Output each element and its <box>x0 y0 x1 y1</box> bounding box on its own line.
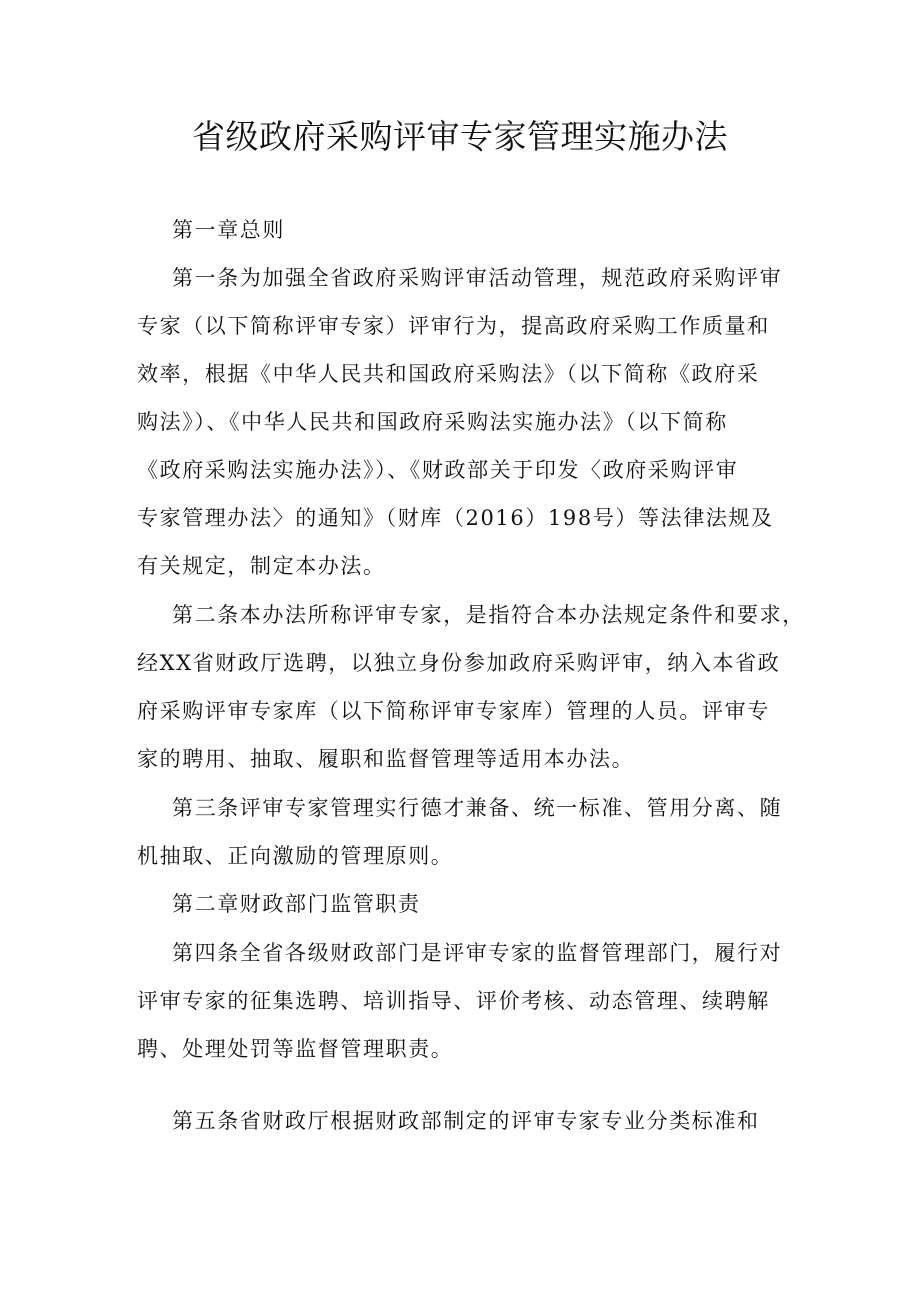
paragraph-line: 效率，根据《中华人民共和国政府采购法》（以下简称《政府采 <box>137 362 760 386</box>
chapter-heading: 第二章财政部门监管职责 <box>172 892 421 916</box>
paragraph-line: 第一条为加强全省政府采购评审活动管理，规范政府采购评审 <box>172 266 783 290</box>
paragraph-line: 专家管理办法〉的通知》（财库（2016）198号）等法律法规及 <box>137 506 774 530</box>
paragraph-line: 机抽取、正向激励的管理原则。 <box>137 844 454 868</box>
paragraph-line: 评审专家的征集选聘、培训指导、评价考核、动态管理、续聘解 <box>137 989 770 1013</box>
paragraph-line: 专家（以下简称评审专家）评审行为，提高政府采购工作质量和 <box>137 314 770 338</box>
paragraph-line: 有关规定，制定本办法。 <box>137 554 386 578</box>
paragraph-line: 《政府采购法实施办法》）、《财政部关于印发〈政府采购评审 <box>137 458 739 482</box>
paragraph-line: 府采购评审专家库（以下简称评审专家库）管理的人员。评审专 <box>137 699 770 723</box>
paragraph-line: 第二条本办法所称评审专家，是指符合本办法规定条件和要求， <box>172 603 805 627</box>
paragraph-line: 家的聘用、抽取、履职和监督管理等适用本办法。 <box>137 747 635 771</box>
paragraph-line: 第五条省财政厅根据财政部制定的评审专家专业分类标准和 <box>172 1109 760 1133</box>
chapter-heading: 第一章总则 <box>172 218 285 242</box>
paragraph-line: 聘、处理处罚等监督管理职责。 <box>137 1037 454 1061</box>
paragraph-line: 经XX省财政厅选聘，以独立身份参加政府采购评审，纳入本省政 <box>137 651 781 675</box>
paragraph-line: 第四条全省各级财政部门是评审专家的监督管理部门，履行对 <box>172 941 783 965</box>
paragraph-line: 第三条评审专家管理实行德才兼备、统一标准、管用分离、随 <box>172 796 783 820</box>
document-title: 省级政府采购评审专家管理实施办法 <box>192 117 728 156</box>
paragraph-line: 购法》）、《中华人民共和国政府采购法实施办法》（以下简称 <box>137 410 728 434</box>
